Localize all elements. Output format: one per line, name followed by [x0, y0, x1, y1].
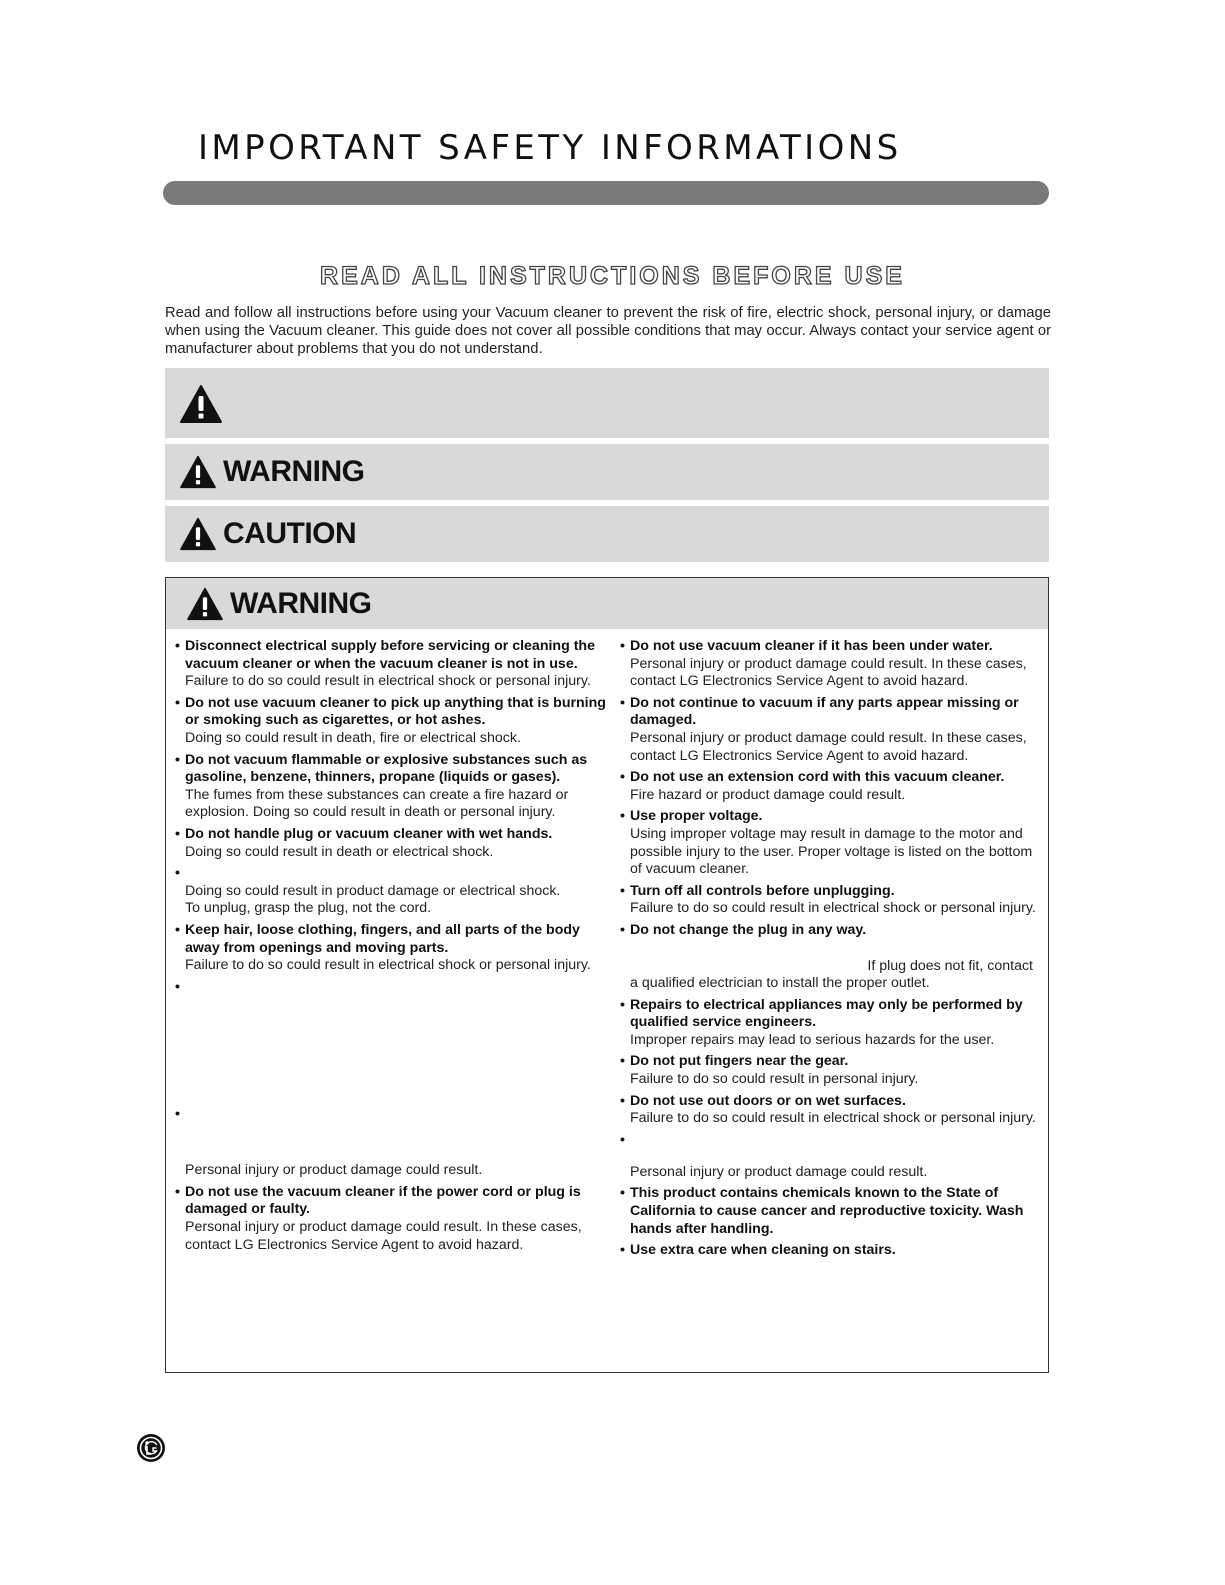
warning-item-detail: • Personal injury or product damage could result.	[630, 1163, 928, 1180]
warning-item-detail: Doing so could result in death, fire or electrical shock.	[185, 729, 521, 746]
warning-triangle-icon	[179, 384, 223, 424]
warning-item	[173, 638, 613, 691]
warning-item-heading: • Do not continue to vacuum if any parts appear missing or damaged.	[630, 694, 1019, 729]
warning-triangle-icon	[179, 455, 217, 489]
warning-item-detail: Failure to do so could result in electrical shock or personal injury.	[185, 957, 591, 974]
warning-item	[173, 922, 613, 975]
warning-item	[173, 865, 613, 918]
warning-panel-header	[166, 578, 1048, 629]
warning-item-detail: Personal injury or product damage could result. In these cases, contact LG Electronics Service Agent to avoid hazard.	[185, 1219, 582, 1253]
warning-item-heading: • Keep hair, loose clothing, fingers, and all parts of the body away from openings and moving parts.	[185, 921, 580, 956]
warning-item-detail: To unplug, grasp the plug, not the cord.	[185, 900, 432, 917]
warning-item-detail: The fumes from these substances can create a fire hazard or explosion. Doing so could result in death or personal injury.	[185, 786, 569, 821]
warning-item-heading	[185, 865, 613, 883]
warning-item-detail: • Personal injury or product damage could result.	[185, 1162, 483, 1179]
warning-item	[618, 1132, 1043, 1182]
warning-item-detail: Personal injury or product damage could result. In these cases, contact LG Electronics Service Agent to avoid hazard.	[630, 655, 1027, 690]
warning-item-detail: Using improper voltage may result in damage to the motor and possible injury to the user. Proper voltage is listed on the bottom of vacuum cleaner.	[630, 825, 1033, 878]
warning-item	[173, 1106, 613, 1180]
warning-item-heading: • Do not use vacuum cleaner to pick up anything that is burning or smoking such as cigarettes, or hot ashes.	[185, 694, 606, 729]
warning-item	[618, 1093, 1043, 1128]
warning-item	[618, 769, 1043, 804]
warning-item-detail: Failure to do so could result in electrical shock or personal injury.	[185, 673, 591, 690]
warning-item-detail: Personal injury or product damage could result. In these cases, contact LG Electronics Service Agent to avoid hazard.	[630, 729, 1027, 764]
warning-item	[618, 638, 1043, 691]
warning-list-right	[618, 638, 1043, 1264]
warning-item-heading: • Use proper voltage.	[630, 808, 763, 825]
warning-item	[173, 826, 613, 861]
warning-item-detail: Failure to do so could result in electrical shock or personal injury.	[630, 1110, 1036, 1127]
caution-label: CAUTION	[223, 517, 357, 550]
warning-item	[618, 695, 1043, 765]
warning-item-heading	[630, 1132, 1043, 1164]
warning-item	[618, 1242, 1043, 1260]
warning-item	[618, 1185, 1043, 1238]
warning-item	[618, 808, 1043, 878]
title-underline-bar	[163, 181, 1049, 205]
warning-level-box	[165, 444, 1049, 500]
warning-item-heading: • Do not change the plug in any way.	[630, 921, 867, 938]
intro-paragraph: Read and follow all instructions before using your Vacuum cleaner to prevent the risk of fire, electric shock, personal injury, or damage when using the Vacuum cleaner. This guide does not cover all possible conditions that may occur. Always contact your service agent or manufacturer about problems that you do not understand.	[165, 305, 1051, 357]
warning-item-heading: • Turn off all controls before unplugging.	[630, 882, 895, 899]
warning-item	[618, 922, 1043, 993]
danger-level-box	[165, 368, 1049, 438]
page-title: IMPORTANT SAFETY INFORMATIONS	[198, 128, 902, 168]
warning-item-heading: • Do not use out doors or on wet surfaces.	[630, 1092, 906, 1109]
warning-item-detail: Improper repairs may lead to serious hazards for the user.	[630, 1031, 995, 1048]
caution-level-box	[165, 506, 1049, 562]
warning-item-heading: • Repairs to electrical appliances may only be performed by qualified service engineers.	[630, 996, 1023, 1031]
warning-item	[173, 979, 613, 997]
warning-triangle-icon	[186, 587, 224, 621]
warning-item-detail: Failure to do so could result in personal injury.	[630, 1071, 919, 1088]
warning-triangle-icon	[179, 517, 217, 551]
warning-item-detail: Doing so could result in death or electrical shock.	[185, 843, 494, 860]
lg-logo	[136, 1433, 166, 1463]
warning-item-detail: If plug does not fit, contact	[867, 957, 1033, 974]
warning-item-heading: • Use extra care when cleaning on stairs.	[630, 1242, 896, 1259]
warning-item-detail: Fire hazard or product damage could result.	[630, 786, 906, 803]
warning-item	[173, 695, 613, 748]
warning-item-heading: • Do not put fingers near the gear.	[630, 1053, 849, 1070]
warning-item-heading: • Do not use an extension cord with this vacuum cleaner.	[630, 769, 1005, 786]
warning-item	[173, 1184, 613, 1254]
warning-item-heading: • Do not use the vacuum cleaner if the power cord or plug is damaged or faulty.	[185, 1183, 581, 1218]
read-all-banner: READ ALL INSTRUCTIONS BEFORE USE	[320, 262, 905, 290]
warning-item	[173, 752, 613, 822]
warning-item-heading: • Disconnect electrical supply before servicing or cleaning the vacuum cleaner or when the vacuum cleaner is not in use.	[185, 638, 595, 672]
warning-item-detail: a qualified electrician to install the proper outlet.	[630, 975, 930, 992]
warning-item-heading: • Do not handle plug or vacuum cleaner with wet hands.	[185, 825, 553, 842]
warning-list-left	[173, 638, 613, 1258]
warning-panel-heading: WARNING	[230, 587, 372, 620]
warning-item	[618, 997, 1043, 1050]
warning-item-heading: • Do not vacuum flammable or explosive substances such as gasoline, benzene, thinners, propane (liquids or gases).	[185, 751, 588, 786]
warning-item-heading	[185, 979, 613, 997]
warning-label: WARNING	[223, 455, 365, 488]
warning-item	[618, 883, 1043, 918]
warning-item	[618, 1053, 1043, 1088]
warning-item-heading	[185, 1106, 613, 1162]
warning-item-heading: • This product contains chemicals known to the State of California to cause cancer and reproductive toxicity. Wash hands after handling.	[630, 1185, 1024, 1237]
warning-item-detail: Failure to do so could result in electrical shock or personal injury.	[630, 900, 1036, 917]
warning-item-heading: • Do not use vacuum cleaner if it has been under water.	[630, 638, 993, 654]
warning-item-detail: • Doing so could result in product damage or electrical shock.	[185, 882, 561, 899]
